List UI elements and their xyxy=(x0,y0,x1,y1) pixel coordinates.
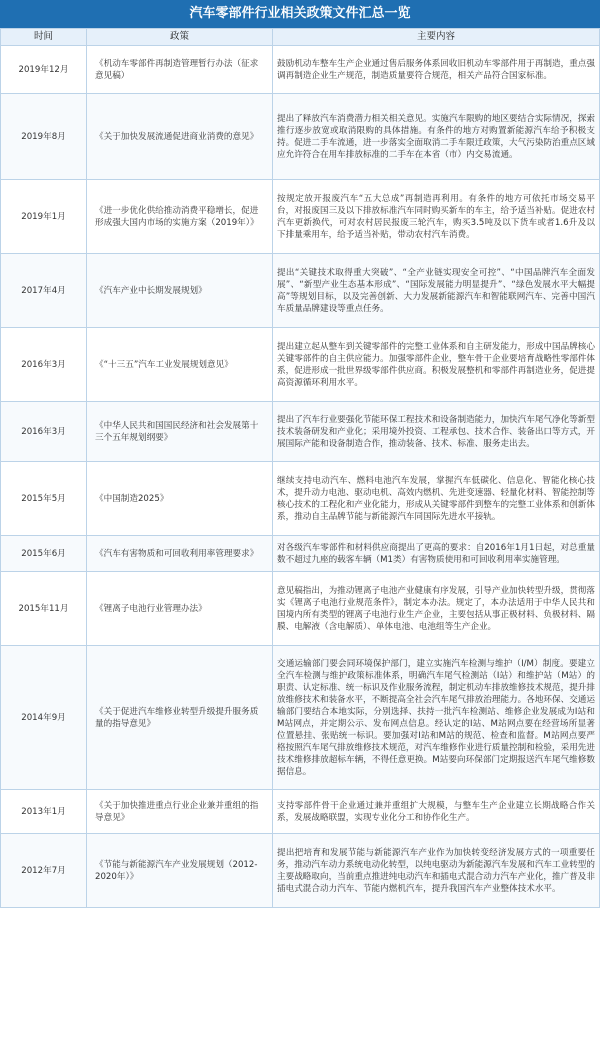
table-row xyxy=(1,254,600,328)
table-header-row xyxy=(1,29,600,46)
time-cell: 2019年12月 xyxy=(1,46,87,94)
table-row xyxy=(1,790,600,834)
content-cell: 提出了释放汽车消费潜力相关相关意见。实施汽车限购的地区要结合实际情况，探索推行逐步放宽或取消限购的具体措施。有条件的地方对购置新能源汽车给予积极支持。促进二手车流通，进一步落实全面取消二手车限迁政策，大气污染防治重点区域应允许符合在用车排放标准的二手车在本省（市）内交易流通。 xyxy=(273,94,600,180)
policy-cell: 《关于加快推进重点行业企业兼并重组的指导意见》 xyxy=(87,790,273,834)
content-cell: 提出“关键技术取得重大突破”、“全产业链实现安全可控”、“中国品牌汽车全面发展”、“新型产业生态基本形成”、“国际发展能力明显提升”、“绿色发展水平大幅提高”等规划目标，以及完善创新、大力发展新能源汽车和智能联网汽车、完善中国汽车质量品牌建设等重点任务。 xyxy=(273,254,600,328)
content-cell: 对各级汽车零部件和材料供应商提出了更高的要求：自2016年1月1日起，对总重量数不超过九座的载客车辆（M1类）有害物质使用和可回收利用率实施管理。 xyxy=(273,536,600,572)
header-policy: 政策 xyxy=(87,29,273,46)
content-cell: 鼓励机动车整车生产企业通过售后服务体系回收旧机动车零部件用于再制造，重点强调再制造企业生产规范，制造质量要符合规范，相关产品符合国家标准。 xyxy=(273,46,600,94)
policy-cell: 《关于加快发展流通促进商业消费的意见》 xyxy=(87,94,273,180)
table-row xyxy=(1,646,600,790)
time-cell: 2019年1月 xyxy=(1,180,87,254)
table-row xyxy=(1,180,600,254)
policy-cell: 《“十三五”汽车工业发展规划意见》 xyxy=(87,328,273,402)
time-cell: 2016年3月 xyxy=(1,328,87,402)
policy-cell: 《节能与新能源汽车产业发展规划（2012-2020年）》 xyxy=(87,834,273,908)
time-cell: 2017年4月 xyxy=(1,254,87,328)
time-cell: 2019年8月 xyxy=(1,94,87,180)
time-cell: 2016年3月 xyxy=(1,402,87,462)
time-cell: 2014年9月 xyxy=(1,646,87,790)
content-cell: 继续支持电动汽车、燃料电池汽车发展，掌握汽车低碳化、信息化、智能化核心技术，提升动力电池、驱动电机、高效内燃机、先进变速器、轻量化材料、智能控制等核心技术的工程化和产业化能力，形成从关键零部件到整车的完整工业体系和创新体系，推动自主品牌节能与新能源汽车同国际先进水平接轨。 xyxy=(273,462,600,536)
table-row xyxy=(1,328,600,402)
table-row xyxy=(1,94,600,180)
content-cell: 支持零部件骨干企业通过兼并重组扩大规模，与整车生产企业建立长期战略合作关系，发展战略联盟，实现专业化分工和协作化生产。 xyxy=(273,790,600,834)
policy-cell: 《锂离子电池行业管理办法》 xyxy=(87,572,273,646)
table-row xyxy=(1,536,600,572)
table-row xyxy=(1,46,600,94)
table-row xyxy=(1,462,600,536)
policy-cell: 《关于促进汽车维修业转型升级提升服务质量的指导意见》 xyxy=(87,646,273,790)
content-cell: 提出了汽车行业要强化节能环保工程技术和设备制造能力，加快汽车尾气净化等新型技术装备研发和产业化；采用境外投资、工程承包、技术合作、装备出口等方式，开展国际产能和设备制造合作，推动装备、技术、标准、服务走出去。 xyxy=(273,402,600,462)
policy-cell: 《进一步优化供给推动消费平稳增长，促进形成强大国内市场的实施方案（2019年）》 xyxy=(87,180,273,254)
time-cell: 2015年5月 xyxy=(1,462,87,536)
policy-cell: 《汽车有害物质和可回收利用率管理要求》 xyxy=(87,536,273,572)
content-cell: 意见稿指出，为推动锂离子电池产业健康有序发展，引导产业加快转型升级，贯彻落实《锂离子电池行业规范条件》，制定本办法。规定了，本办法适用于中华人民共和国境内所有类型的锂离子电池行业生产企业，主要包括从事正极材料、负极材料、隔膜、电解液（含电解质）、单体电池、电池组等生产企业。 xyxy=(273,572,600,646)
policy-cell: 《中华人民共和国国民经济和社会发展第十三个五年规划纲要》 xyxy=(87,402,273,462)
policy-cell: 《机动车零部件再制造管理暂行办法（征求意见稿） xyxy=(87,46,273,94)
table-row xyxy=(1,402,600,462)
time-cell: 2013年1月 xyxy=(1,790,87,834)
policy-cell: 《汽车产业中长期发展规划》 xyxy=(87,254,273,328)
time-cell: 2015年11月 xyxy=(1,572,87,646)
time-cell: 2012年7月 xyxy=(1,834,87,908)
header-content: 主要内容 xyxy=(273,29,600,46)
policy-cell: 《中国制造2025》 xyxy=(87,462,273,536)
table-row xyxy=(1,572,600,646)
page-title: 汽车零部件行业相关政策文件汇总一览 xyxy=(0,0,600,28)
table-row xyxy=(1,834,600,908)
policy-table xyxy=(0,28,600,908)
content-cell: 交通运输部门要会同环境保护部门，建立实施汽车检测与维护（I/M）制度。要建立全汽车检测与维护政策标准体系，明确汽车尾气检测站（I站）和维护站（M站）的职责、认定标准、统一标识及作业服务流程，制定机动车排放维修技术规范，提升排放维修技术和装备水平，不断提高全社会汽车尾气排放治理能力。各地环保、交通运输部门要结合本地实际，分别选择、扶持一批汽车检测站、维修企业发展成为I站和M站网点，并定期公示、发布网点信息。经认定的I站、M站网点要在经营场所显著位置悬挂、张贴统一标识。要加强对I站和M站的规范、检查和监督。M站网点要严格按照汽车尾气排放维修技术规范，对汽车维修作业进行质量控制和检验，采用先进技术维修排放超标车辆，不得任意更换。M站要向环保部门定期报送汽车尾气维修数据信息。 xyxy=(273,646,600,790)
header-time: 时间 xyxy=(1,29,87,46)
content-cell: 提出建立起从整车到关键零部件的完整工业体系和自主研发能力，形成中国品牌核心关键零部件的自主供应能力。加强零部件企业，整车骨干企业要培育战略性零部件体系，促进形成一批世界级零部件供应商。积极发展整机和零部件再制造业务，促进提高资源循环利用水平。 xyxy=(273,328,600,402)
content-cell: 按规定放开报废汽车“五大总成”再制造再利用。有条件的地方可依托市场交易平台，对报废国三及以下排放标准汽车同时购买新车的车主，给予适当补贴。促进农村汽车更新换代，可对农村居民报废三轮汽车，购买3.5吨及以下货车或者1.6升及以下排量乘用车，给予适当补贴，带动农村汽车消费。 xyxy=(273,180,600,254)
time-cell: 2015年6月 xyxy=(1,536,87,572)
content-cell: 提出把培育和发展节能与新能源汽车产业作为加快转变经济发展方式的一项重要任务，推动汽车动力系统电动化转型，以纯电驱动为新能源汽车发展和汽车工业转型的主要战略取向，当前重点推进纯电动汽车和插电式混合动力汽车产业化，推广普及非插电式混合动力汽车、节能内燃机汽车，提升我国汽车产业整体技术水平。 xyxy=(273,834,600,908)
